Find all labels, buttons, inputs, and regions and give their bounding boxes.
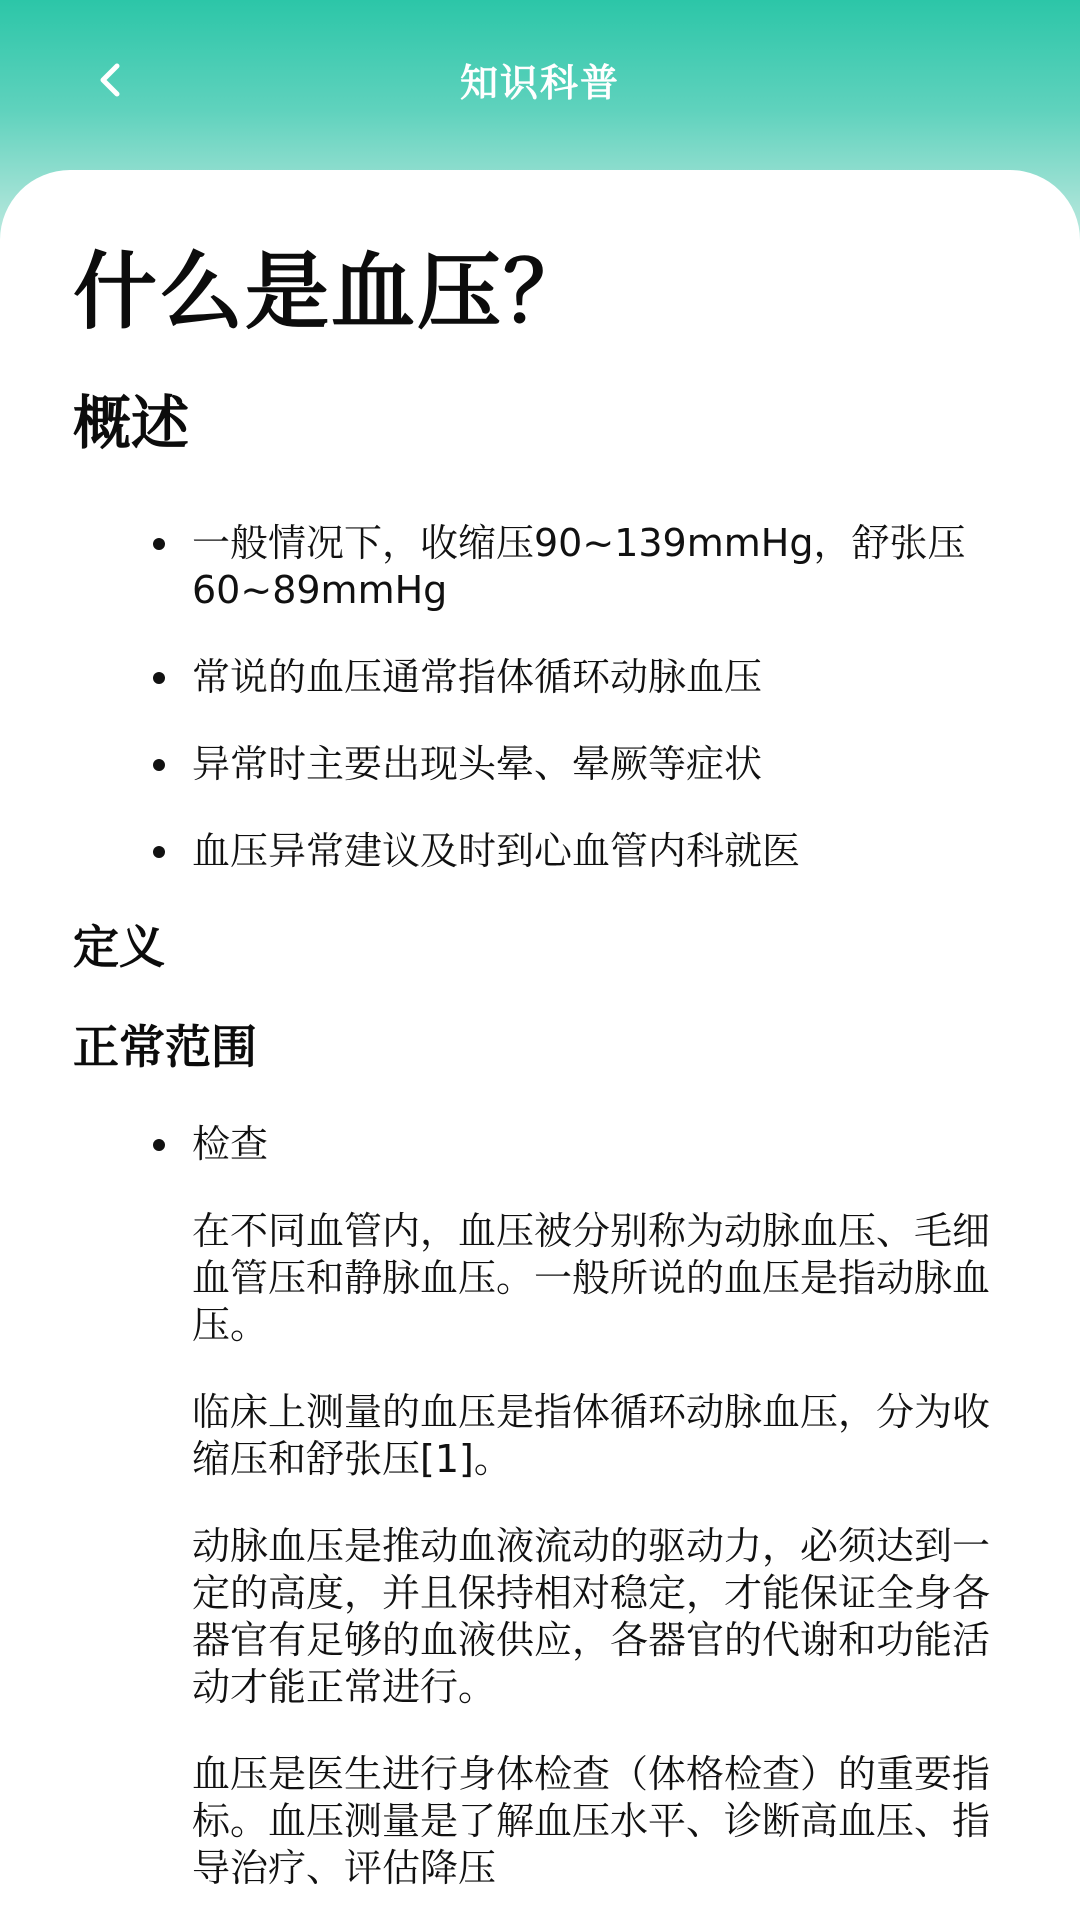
paragraph: 动脉血压是推动血液流动的驱动力，必须达到一定的高度，并且保持相对稳定，才能保证全身各器官有足够的血液供应，各器官的代谢和功能活动才能正常进行。 bbox=[192, 1524, 991, 1709]
section-heading-definition: 定义 bbox=[73, 920, 165, 974]
list-item bbox=[73, 520, 1013, 614]
list-item bbox=[73, 828, 1013, 875]
article-body bbox=[73, 242, 1013, 1920]
list-item-text: 异常时主要出现头晕、晕厥等症状 bbox=[192, 742, 763, 786]
top-bar bbox=[0, 0, 1080, 170]
bullet-dot bbox=[153, 672, 165, 684]
bullet-dot bbox=[153, 759, 165, 771]
article-card[interactable] bbox=[0, 170, 1080, 1920]
paragraph: 血压是医生进行身体检查（体格检查）的重要指标。血压测量是了解血压水平、诊断高血压、指导治疗、评估降压 bbox=[192, 1752, 991, 1890]
paragraph: 临床上测量的血压是指体循环动脉血压，分为收缩压和舒张压[1]。 bbox=[192, 1390, 991, 1481]
list-item bbox=[73, 741, 1013, 788]
list-item-text: 一般情况下，收缩压90~139mmHg，舒张压60~89mmHg bbox=[192, 521, 966, 612]
page-title: 知识科普 bbox=[459, 61, 620, 105]
list-item-text: 常说的血压通常指体循环动脉血压 bbox=[192, 655, 763, 699]
bullet-dot bbox=[153, 846, 165, 858]
list-item bbox=[73, 654, 1013, 701]
paragraph: 在不同血管内，血压被分别称为动脉血压、毛细血管压和静脉血压。一般所说的血压是指动脉血压。 bbox=[192, 1209, 991, 1347]
bullet-dot bbox=[153, 1139, 165, 1151]
check-label: 检查 bbox=[192, 1122, 269, 1166]
article-title: 什么是血压？ bbox=[73, 243, 590, 341]
list-item-text: 血压异常建议及时到心血管内科就医 bbox=[192, 829, 801, 873]
normal-range-list bbox=[73, 1121, 1013, 1168]
section-heading-overview: 概述 bbox=[73, 389, 190, 457]
overview-list bbox=[73, 520, 1013, 875]
bullet-dot bbox=[153, 538, 165, 550]
list-item-check bbox=[73, 1121, 1013, 1168]
section-heading-normal-range: 正常范围 bbox=[73, 1020, 257, 1074]
